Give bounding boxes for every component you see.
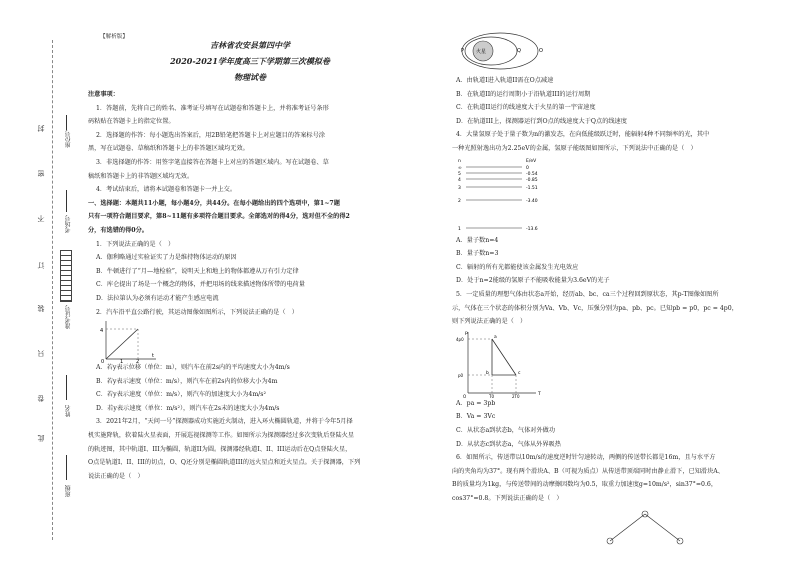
q1-option-d: D．法拉第认为必须有运动才能产生感应电流 — [96, 294, 219, 302]
q1-option-a: A．伽利略通过实验证实了力是维持物体运动的原因 — [96, 254, 237, 262]
q6-line: 向的夹角均为37°。现有两个滑块A、B（可视为质点）从传送带顶端同时由静止滑下，已知滑块A、 — [452, 467, 724, 475]
q2-stem: 2．汽车沿平直公路行驶，其运动图像如图所示，下列说法正确的是（ ） — [96, 308, 298, 316]
level-e: -0.54 — [526, 171, 538, 177]
q3-option-c: C．在轨道II运行的线速度大于火星的第一宇宙速度 — [456, 104, 596, 112]
level-e: -1.51 — [526, 185, 538, 191]
q5-option-d: D．从状态c到状态a，气体从外界吸热 — [456, 440, 561, 448]
q4-level-diagram-space — [452, 156, 772, 234]
school-name: 吉林省农安县第四中学 — [210, 40, 290, 50]
q3-line: 3．2021年2月，“天问一号”探测器成功实施近火制动，进入环火椭圆轨道，并将于今年5月择 — [96, 418, 353, 426]
ticket-boxes — [60, 250, 72, 302]
left-column — [88, 88, 408, 483]
q5-p1-label: p0 — [458, 372, 464, 378]
note-line: 码粘贴在答题卡上的指定位置。 — [88, 118, 175, 126]
field-exam-number: 考场号 — [65, 215, 72, 233]
q2-x-tick: 1 — [120, 359, 124, 364]
margin-density: 密 — [37, 170, 45, 177]
subject-title: 物理试卷 — [234, 72, 266, 82]
section1-line: 只有一项符合题目要求，第8~11题有多项符合题目要求。全部选对的得4分，选对但不全的得2 — [88, 213, 350, 221]
q5-point-b: b — [486, 370, 489, 376]
q5-origin: O — [463, 393, 467, 399]
q5-pt-graph — [456, 329, 546, 399]
field-class: 班级 — [65, 485, 72, 497]
note-line: 2．选择题的作答：每小题选出答案后，用2B铅笔把答题卡上对应题目的答案标号涂 — [96, 131, 325, 139]
q5-t1-label: T0 — [489, 393, 494, 399]
q4-option-a: A．量子数n=4 — [456, 236, 499, 244]
version-badge: 【解析版】 — [100, 34, 128, 40]
field-name: 姓名 — [65, 405, 72, 417]
q4-line: 4．大量氢原子处于量子数为n的激发态，在向低能级跃迁时，能辐射4种不同频率的光，其中 — [456, 131, 710, 139]
q2-x-tick: 0 — [101, 359, 105, 364]
level-n: 3 — [458, 185, 461, 191]
q2-x-tick: 2 — [136, 359, 140, 364]
q3-line: O点是轨道I、II、III的切点，O、Q还分别是椭圆轨道III的远火星点和近火星点。关于探测器，下列 — [88, 459, 361, 467]
field-line — [66, 455, 67, 480]
q3-option-b: B．在轨道II的运行周期小于沿轨道III的运行周期 — [456, 90, 591, 98]
q5-t2-label: 2T0 — [512, 393, 520, 399]
q5-option-b: B．Va = 3Vc — [456, 413, 496, 421]
notes-heading: 注意事项： — [88, 91, 119, 98]
q2-graph-space — [88, 319, 408, 364]
field-line — [66, 115, 67, 130]
note-line: 3．非选择题的作答：用签字笔直接答在答题卡上对应的答题区域内。写在试题卷、草 — [96, 158, 329, 166]
level-e: -3.40 — [526, 198, 538, 204]
level-e-header: E/eV — [526, 158, 537, 164]
q5-line: 5．一定质量的理想气体由状态a开始，经历ab、bc、ca三个过程回到原状态，其p-T图像如图所 — [456, 290, 719, 298]
q5-p4-label: 4p0 — [456, 336, 464, 342]
q2-option-a: A．若y表示位移（单位：m），则汽车在前2s内的平均速度大小为4m/s — [96, 364, 290, 372]
q6-line: 6．如图所示，传送带以10m/s的速度逆时针匀速转动，两侧的传送带长都是16m，且与水平方 — [456, 454, 716, 462]
planet-label: 火星 — [476, 49, 487, 55]
margin-volume: 卷 — [37, 395, 45, 402]
q5-point-c: c — [518, 370, 521, 376]
q1-option-b: B．牛顿进行了“月—地检验”，说明天上和地上的物体都遵从万有引力定律 — [96, 267, 299, 275]
field-ticket-number: 准考证号 — [65, 305, 72, 329]
q5-x-axis: T — [538, 391, 541, 397]
q1-stem: 1．下列说法正确的是（ ） — [96, 240, 175, 248]
q4-energy-level-diagram — [456, 156, 566, 236]
q1-option-c: C．库仑提出了场是一个概念的物体，并把用场的线来描述物体所带的电荷量 — [96, 281, 305, 289]
q4-line: 一种光照射逸出功为2.25eV的金属，氢原子能级图如图所示，下列说法中正确的是（ ） — [452, 144, 697, 152]
binding-line — [52, 40, 53, 540]
level-e: 0 — [526, 165, 529, 171]
margin-seal: 封 — [37, 125, 45, 132]
margin-only: 只 — [37, 350, 45, 357]
field-line — [66, 375, 67, 400]
q2-option-b: B．若y表示速度（单位：m/s），则汽车在前2s内的位移大小为4m — [96, 377, 278, 385]
q4-option-c: C．辐射的所有光都能使该金属发生光电效应 — [456, 263, 579, 271]
section1-line: 一、选择题：本题共11小题，每小题4分，共44分。在每小题给出的四个选项中，第1~7题 — [88, 199, 340, 207]
level-n: 4 — [458, 177, 461, 183]
margin-bind: 装 — [37, 305, 45, 312]
level-n-header: n — [458, 158, 461, 164]
q3-option-a: A．由轨道I进入轨道II需在O点减速 — [456, 77, 554, 84]
q2-x-axis-label: t — [152, 353, 154, 360]
binding-margin — [0, 0, 80, 562]
note-line: 4．考试结束后，请将本试题卷和答题卡一并上交。 — [96, 186, 237, 194]
point-o-label: O — [539, 48, 543, 54]
q5-line: 示，气体在三个状态的体积分别为Va、Vb、Vc，压强分别为pa、pb、pc。已知pb = p0，pc = 4p0， — [452, 304, 738, 312]
note-line: 1．答题前，先将自己的姓名、准考证号填写在试题卷和答题卡上，并将准考证号条形 — [96, 104, 329, 112]
note-line: 稿纸和答题卡上的非答题区域均无效。 — [88, 172, 194, 180]
right-column — [452, 74, 772, 505]
q3-line: 的轨迹图，其中轨道I、III为椭圆，轨道II为圆。探测器经轨道I、II、III运动后在Q点登陆火星， — [88, 445, 352, 453]
q6-conveyor-figure — [600, 506, 690, 546]
q5-option-c: C．从状态a到状态b，气体对外做功 — [456, 426, 556, 434]
q2-option-d: D．若y表示速度（单位：m/s²），则汽车在2s末的速度大小为4m/s — [96, 404, 280, 412]
q5-y-axis: p — [465, 330, 468, 336]
exam-year-title: 2020-2021学年度高三下学期第三次模拟卷 — [170, 56, 330, 66]
q2-y-tick: 4 — [100, 328, 104, 335]
level-n: 2 — [458, 198, 461, 204]
point-q-label: Q — [517, 48, 521, 54]
margin-no: 不 — [37, 215, 45, 222]
q3-option-d: D．在轨道III上，探测器运行到O点的线速度大于Q点的线速度 — [456, 117, 627, 125]
level-e: -0.85 — [526, 177, 538, 183]
q6-line: B的质量均为1kg，与传送带间的动摩擦因数均为0.5，取重力加速度g=10m/s²，sin37°=0.6， — [452, 481, 718, 489]
q5-line: 则下列说法正确的是（ ） — [452, 318, 527, 326]
q2-graph — [98, 319, 158, 363]
q5-option-a: A．pa = 3pb — [456, 399, 496, 407]
level-n: 1 — [458, 226, 461, 232]
level-n: 5 — [458, 171, 461, 177]
section1-line: 分，有选错的得0分。 — [88, 226, 148, 234]
note-line: 黑，写在试题卷、草稿纸和答题卡上的非答题区域均无效。 — [88, 145, 249, 153]
q2-option-c: C．若y表示速度（单位：m/s），则汽车的加速度大小为4m/s² — [96, 391, 266, 399]
q4-option-b: B．量子数n=3 — [456, 250, 499, 258]
margin-this: 此 — [37, 435, 45, 442]
q5-graph-space — [452, 329, 772, 397]
field-exam-room: 座位号 — [65, 130, 72, 148]
q3-line: 机实施降轨，软着陆火星表面，开展巡视探测等工作。如图所示为探测器经过多次变轨后登陆火星 — [88, 432, 355, 440]
point-p-label: P — [461, 48, 465, 54]
field-line — [66, 190, 67, 212]
q6-line: cos37°=0.8。下列说法正确的是（ ） — [452, 494, 563, 502]
q3-orbit-figure — [455, 30, 545, 72]
q4-option-d: D．处于n=2能级的氢原子不能吸收能量为3.6eV的光子 — [456, 277, 610, 285]
margin-install: 订 — [37, 262, 45, 269]
level-n: ∞ — [458, 165, 462, 171]
level-e: -13.6 — [526, 226, 538, 232]
q3-line: 说法正确的是（ ） — [88, 472, 144, 480]
q5-point-a: a — [494, 334, 497, 340]
